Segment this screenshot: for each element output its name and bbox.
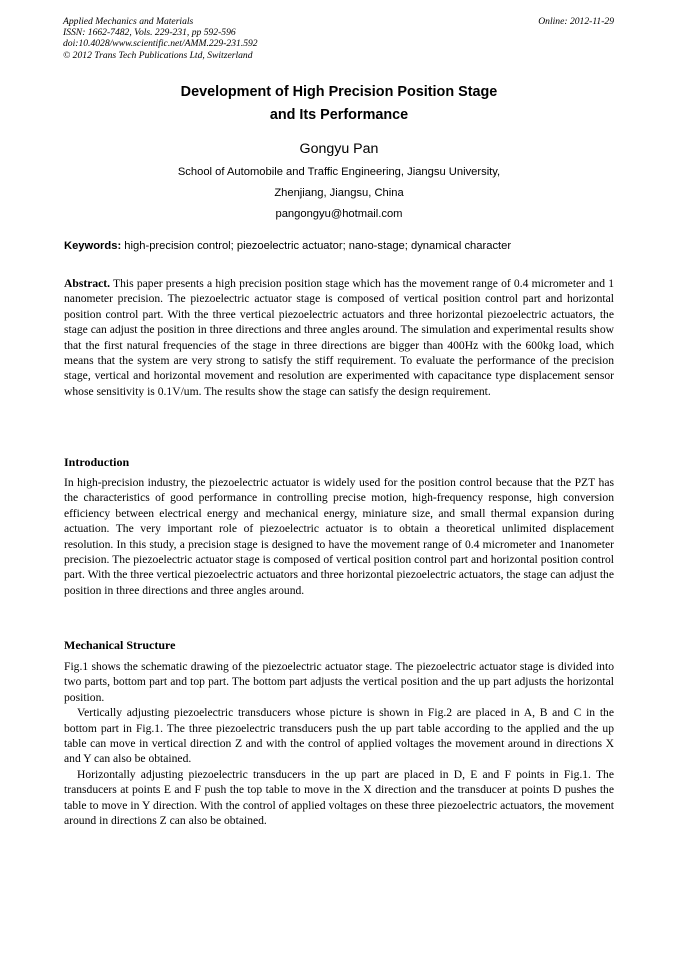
mechanical-structure-body — [64, 659, 614, 828]
mech-paragraph-1: Fig.1 shows the schematic drawing of the piezoelectric actuator stage. The piezoelectric actuator stage is divided into two parts, bottom part and top part. The bottom part adjusts the vertical position and the up part adjusts the horizontal position. — [64, 660, 614, 704]
copyright-line: © 2012 Trans Tech Publications Ltd, Switzerland — [63, 49, 253, 61]
online-date: Online: 2012-11-29 — [538, 16, 614, 27]
abstract — [64, 276, 614, 399]
abstract-text: This paper presents a high precision position stage which has the movement range of 0.4 micrometer and 1 nanometer precision. The piezoelectric actuator stage is composed of vertical position control part and horizontal position control part. With the three vertical piezoelectric actuators and three horizontal piezoelectric actuators, the stage can adjust the position in three directions and three angles around. The simulation and experimental results show that the first natural frequencies of the stage in three directions are bigger than 400Hz with the 600kg load, which means that the system are very strong to satisfy the stiff requirement. To evaluate the performance of the precision stage, vertical and horizontal movement and resolution are experimented with capacitance type displacement sensor whose sensitivity is 0.1V/um. The results show the stage can satisfy the design requirement. — [64, 277, 614, 398]
title-line-1: Development of High Precision Position Stage — [180, 84, 498, 100]
title-line-2: and Its Performance — [269, 107, 409, 123]
introduction-paragraph: In high-precision industry, the piezoelectric actuator is widely used for the position control because that the PZT has the characteristics of good performance in controlling precise motion, high-frequency response, high conversion efficiency between electrical energy and mechanical energy, miniature size, and small thermal expansion during actuation. The very important role of piezoelectric actuator is to obtain a theoretical unlimited displacement resolution. In this study, a precision stage is designed to have the movement range of 0.4 micrometer and 1nanometer precision. The piezoelectric actuator stage is composed of vertical position control part and horizontal position control part. With the three vertical piezoelectric actuators and three horizontal piezoelectric actuators, the stage can adjust the position in three directions and three angles around. — [64, 476, 614, 597]
issn-line: ISSN: 1662-7482, Vols. 229-231, pp 592-596 — [63, 27, 236, 39]
section-heading-mechanical-structure: Mechanical Structure — [64, 638, 176, 652]
author-name: Gongyu Pan — [299, 141, 379, 157]
mech-paragraph-3: Horizontally adjusting piezoelectric transducers in the up part are placed in D, E and F points in Fig.1. The transducers at points E and F push the top table to move in the X direction and the transducer at points D pushes the table to move in Y direction. With the control of applied voltages on these three piezoelectric actuators, the movement around in directions Z can also be obtained. — [64, 767, 614, 828]
affiliation-line-1: School of Automobile and Traffic Engineering, Jiangsu University, — [177, 166, 501, 178]
introduction-body — [64, 475, 614, 598]
keywords-label: Keywords: — [64, 240, 122, 252]
keywords-text: high-precision control; piezoelectric actuator; nano-stage; dynamical character — [121, 240, 512, 252]
journal-header — [63, 16, 258, 61]
author-email: pangongyu@hotmail.com — [275, 208, 403, 220]
abstract-label: Abstract. — [64, 277, 111, 290]
section-heading-introduction: Introduction — [64, 455, 130, 469]
journal-name: Applied Mechanics and Materials — [63, 16, 194, 27]
paper-title — [0, 81, 678, 127]
affiliation-line-2: Zhenjiang, Jiangsu, China — [274, 187, 404, 199]
affiliation — [0, 162, 678, 225]
keywords — [64, 239, 624, 254]
doi-line: doi:10.4028/www.scientific.net/AMM.229-231.592 — [63, 38, 258, 50]
mech-paragraph-2: Vertically adjusting piezoelectric transducers whose picture is shown in Fig.2 are placed in A, B and C in the bottom part in Fig.1. The three piezoelectric transducers push the up part table according to the applied and the up table can move in vertical direction Z and with the control of applied voltages the movement around in directions X and Y can also be obtained. — [64, 706, 614, 766]
